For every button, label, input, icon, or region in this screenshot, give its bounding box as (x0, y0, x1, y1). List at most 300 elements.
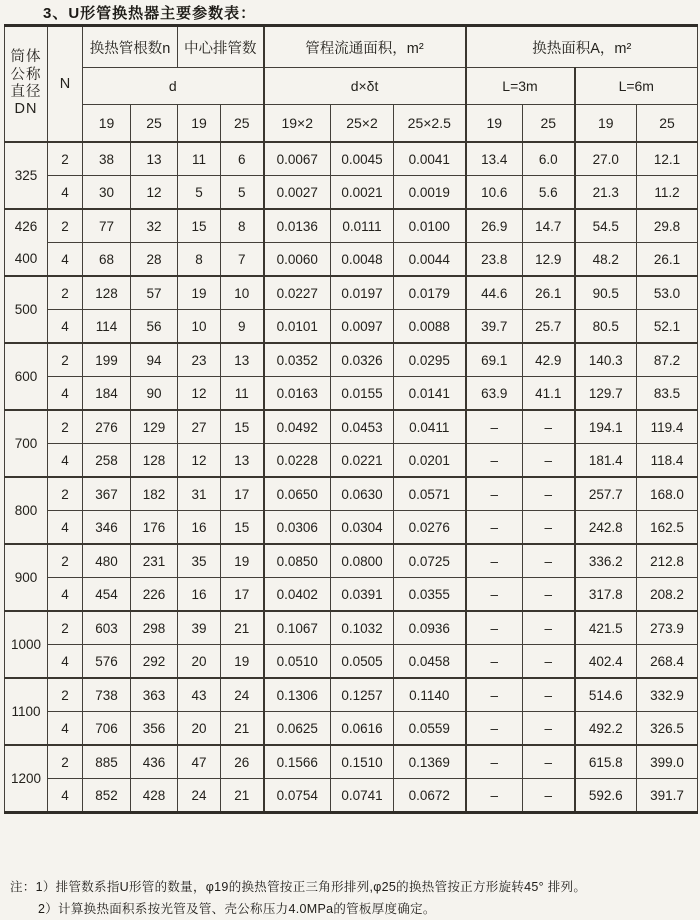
data-cell: 12 (131, 176, 178, 210)
data-cell: – (466, 578, 523, 612)
data-cell: 592.6 (575, 779, 637, 813)
n-cell: 2 (48, 745, 83, 779)
data-cell: 5 (178, 176, 221, 210)
data-cell: 0.0571 (394, 477, 466, 511)
data-cell: 0.0221 (331, 444, 394, 478)
size-col-header: 25 (221, 105, 264, 143)
dn-value: 1100 (11, 704, 41, 719)
data-cell: 17 (221, 578, 264, 612)
data-cell: 0.1032 (331, 611, 394, 645)
data-cell: 162.5 (637, 511, 698, 545)
dn-value: 800 (14, 503, 38, 518)
n-cell: 4 (48, 645, 83, 679)
data-cell: 273.9 (637, 611, 698, 645)
data-cell: 0.0304 (331, 511, 394, 545)
data-cell: 421.5 (575, 611, 637, 645)
dn-value: 426 (14, 218, 38, 234)
data-cell: 576 (83, 645, 131, 679)
data-cell: 0.0850 (264, 544, 331, 578)
data-cell: 367 (83, 477, 131, 511)
data-cell: 12.9 (523, 243, 575, 277)
table-row (5, 276, 698, 310)
header-n: N (48, 26, 83, 143)
table-row (5, 645, 698, 679)
data-cell: 9 (221, 310, 264, 344)
data-cell: 0.0630 (331, 477, 394, 511)
table-row (5, 343, 698, 377)
data-cell: 27.0 (575, 142, 637, 176)
table-row (5, 444, 698, 478)
table-row (5, 310, 698, 344)
data-cell: 226 (131, 578, 178, 612)
data-cell: 90 (131, 377, 178, 411)
data-cell: 63.9 (466, 377, 523, 411)
data-cell: – (466, 779, 523, 813)
n-cell: 4 (48, 310, 83, 344)
dn-value: 400 (14, 251, 38, 267)
size-col-header: 25 (637, 105, 698, 143)
data-cell: 90.5 (575, 276, 637, 310)
n-cell: 4 (48, 511, 83, 545)
data-cell: 0.0411 (394, 410, 466, 444)
header-center-rows: 中心排管数 (178, 26, 264, 68)
data-cell: 20 (178, 712, 221, 746)
dn-cell (5, 745, 48, 813)
size-col-header: 19 (83, 105, 131, 143)
data-cell: 184 (83, 377, 131, 411)
data-cell: 53.0 (637, 276, 698, 310)
dn-cell (5, 544, 48, 611)
data-cell: 39 (178, 611, 221, 645)
data-cell: 128 (83, 276, 131, 310)
data-cell: – (466, 444, 523, 478)
data-cell: 6.0 (523, 142, 575, 176)
data-cell: 603 (83, 611, 131, 645)
data-cell: 0.0100 (394, 209, 466, 243)
dn-value: 600 (14, 369, 38, 384)
data-cell: 0.0227 (264, 276, 331, 310)
data-cell: 41.1 (523, 377, 575, 411)
data-cell: 454 (83, 578, 131, 612)
data-cell: 8 (221, 209, 264, 243)
data-cell: 29.8 (637, 209, 698, 243)
data-cell: 21 (221, 712, 264, 746)
data-cell: 480 (83, 544, 131, 578)
data-cell: 13 (221, 343, 264, 377)
size-col-header: 25×2.5 (394, 105, 466, 143)
table-row (5, 176, 698, 210)
data-cell: 885 (83, 745, 131, 779)
data-cell: 176 (131, 511, 178, 545)
data-cell: – (466, 511, 523, 545)
data-cell: 0.0019 (394, 176, 466, 210)
data-cell: 43 (178, 678, 221, 712)
data-cell: 26.1 (637, 243, 698, 277)
n-cell: 2 (48, 142, 83, 176)
data-cell: 0.0101 (264, 310, 331, 344)
data-cell: 21 (221, 779, 264, 813)
data-cell: 48.2 (575, 243, 637, 277)
data-cell: 399.0 (637, 745, 698, 779)
data-cell: 83.5 (637, 377, 698, 411)
header-dn-line: 筒体 (10, 49, 42, 66)
footnotes (10, 876, 695, 920)
dn-value: 500 (14, 302, 38, 317)
dn-cell (5, 209, 48, 276)
dn-cell (5, 611, 48, 678)
data-cell: 0.1140 (394, 678, 466, 712)
n-cell: 4 (48, 578, 83, 612)
data-cell: 0.0453 (331, 410, 394, 444)
data-cell: 24 (221, 678, 264, 712)
data-cell: 129.7 (575, 377, 637, 411)
header-dn-line: DN (14, 101, 38, 118)
data-cell: 38 (83, 142, 131, 176)
data-cell: 69.1 (466, 343, 523, 377)
data-cell: 0.0295 (394, 343, 466, 377)
data-cell: 56 (131, 310, 178, 344)
data-cell: 0.0141 (394, 377, 466, 411)
data-cell: 119.4 (637, 410, 698, 444)
table-row (5, 712, 698, 746)
data-cell: 129 (131, 410, 178, 444)
data-cell: 194.1 (575, 410, 637, 444)
data-cell: 16 (178, 511, 221, 545)
data-cell: 54.5 (575, 209, 637, 243)
data-cell: 10.6 (466, 176, 523, 210)
data-cell: 94 (131, 343, 178, 377)
data-cell: 0.0326 (331, 343, 394, 377)
data-cell: – (523, 477, 575, 511)
data-cell: 12 (178, 377, 221, 411)
data-cell: 199 (83, 343, 131, 377)
data-cell: 11.2 (637, 176, 698, 210)
data-cell: 0.0391 (331, 578, 394, 612)
dn-value: 900 (14, 570, 38, 585)
data-cell: 87.2 (637, 343, 698, 377)
data-cell: 16 (178, 578, 221, 612)
data-cell: 0.0088 (394, 310, 466, 344)
data-cell: 0.0402 (264, 578, 331, 612)
data-cell: 15 (221, 511, 264, 545)
page-title: 3、U形管换热器主要参数表： (43, 5, 257, 22)
data-cell: 738 (83, 678, 131, 712)
size-col-header: 25×2 (331, 105, 394, 143)
dn-value: 325 (14, 168, 38, 183)
data-cell: 44.6 (466, 276, 523, 310)
data-cell: 47 (178, 745, 221, 779)
data-cell: 242.8 (575, 511, 637, 545)
n-cell: 2 (48, 343, 83, 377)
n-cell: 2 (48, 276, 83, 310)
data-cell: 32 (131, 209, 178, 243)
dn-cell (5, 343, 48, 410)
data-cell: 168.0 (637, 477, 698, 511)
data-cell: 615.8 (575, 745, 637, 779)
data-cell: – (523, 511, 575, 545)
table-row (5, 544, 698, 578)
data-cell: 852 (83, 779, 131, 813)
data-cell: 24 (178, 779, 221, 813)
data-cell: 0.0044 (394, 243, 466, 277)
data-cell: 25.7 (523, 310, 575, 344)
data-cell: 10 (178, 310, 221, 344)
header-heat-area: 换热面积A，m² (466, 26, 698, 68)
data-cell: 77 (83, 209, 131, 243)
data-cell: 7 (221, 243, 264, 277)
data-cell: 268.4 (637, 645, 698, 679)
size-col-header: 19 (178, 105, 221, 143)
data-cell: 10 (221, 276, 264, 310)
data-cell: 118.4 (637, 444, 698, 478)
dn-cell (5, 410, 48, 477)
n-cell: 4 (48, 712, 83, 746)
header-dn-line: 直径 (10, 84, 42, 100)
data-cell: 0.1510 (331, 745, 394, 779)
data-cell: 356 (131, 712, 178, 746)
data-cell: 57 (131, 276, 178, 310)
size-col-header: 19×2 (264, 105, 331, 143)
data-cell: 19 (221, 544, 264, 578)
data-cell: 0.1257 (331, 678, 394, 712)
data-cell: 346 (83, 511, 131, 545)
data-cell: 0.1306 (264, 678, 331, 712)
n-cell: 4 (48, 243, 83, 277)
data-cell: 436 (131, 745, 178, 779)
data-cell: 0.0672 (394, 779, 466, 813)
data-cell: 514.6 (575, 678, 637, 712)
data-cell: 0.0027 (264, 176, 331, 210)
data-cell: 39.7 (466, 310, 523, 344)
data-cell: 11 (178, 142, 221, 176)
data-cell: 0.0725 (394, 544, 466, 578)
data-cell: – (466, 645, 523, 679)
data-cell: 21.3 (575, 176, 637, 210)
data-cell: 326.5 (637, 712, 698, 746)
data-cell: 402.4 (575, 645, 637, 679)
data-cell: – (523, 444, 575, 478)
size-col-header: 19 (466, 105, 523, 143)
data-cell: 0.1566 (264, 745, 331, 779)
n-cell: 2 (48, 611, 83, 645)
data-cell: – (466, 745, 523, 779)
data-cell: 12 (178, 444, 221, 478)
data-cell: 0.0097 (331, 310, 394, 344)
data-cell: – (466, 712, 523, 746)
dn-cell (5, 142, 48, 209)
subheader-l3m: L=3m (466, 68, 575, 105)
data-cell: 6 (221, 142, 264, 176)
data-cell: 0.0163 (264, 377, 331, 411)
n-cell: 2 (48, 410, 83, 444)
data-cell: 15 (221, 410, 264, 444)
data-cell: 26.1 (523, 276, 575, 310)
table-row (5, 477, 698, 511)
data-cell: 27 (178, 410, 221, 444)
dn-value: 1000 (10, 637, 42, 652)
data-cell: 0.0741 (331, 779, 394, 813)
data-cell: 0.0505 (331, 645, 394, 679)
data-cell: 182 (131, 477, 178, 511)
data-cell: 0.0021 (331, 176, 394, 210)
data-cell: – (466, 477, 523, 511)
table-row (5, 678, 698, 712)
data-cell: 11 (221, 377, 264, 411)
n-cell: 2 (48, 544, 83, 578)
header-tube-count: 换热管根数n (83, 26, 178, 68)
data-cell: – (466, 410, 523, 444)
header-dn (5, 26, 48, 143)
data-cell: 13.4 (466, 142, 523, 176)
data-cell: 23 (178, 343, 221, 377)
data-cell: 231 (131, 544, 178, 578)
data-cell: 13 (221, 444, 264, 478)
data-cell: 5 (221, 176, 264, 210)
data-cell: 391.7 (637, 779, 698, 813)
n-cell: 4 (48, 176, 83, 210)
data-cell: 52.1 (637, 310, 698, 344)
data-cell: 0.1369 (394, 745, 466, 779)
data-cell: 332.9 (637, 678, 698, 712)
data-cell: 0.0179 (394, 276, 466, 310)
data-cell: 114 (83, 310, 131, 344)
data-cell: 0.0201 (394, 444, 466, 478)
data-cell: 15 (178, 209, 221, 243)
data-cell: 0.0754 (264, 779, 331, 813)
table-row (5, 611, 698, 645)
n-cell: 2 (48, 678, 83, 712)
data-cell: 0.0306 (264, 511, 331, 545)
parameters-table (4, 24, 698, 814)
data-cell: 0.0136 (264, 209, 331, 243)
table-body (5, 142, 698, 813)
data-cell: 5.6 (523, 176, 575, 210)
note-2: 2）计算换热面积系按光管及管、壳公称压力4.0MPa的管板厚度确定。 (38, 902, 436, 916)
data-cell: 0.0458 (394, 645, 466, 679)
subheader-dxdt: d×δt (264, 68, 466, 105)
data-cell: 428 (131, 779, 178, 813)
data-cell: 212.8 (637, 544, 698, 578)
n-cell: 4 (48, 444, 83, 478)
dn-value: 700 (14, 436, 38, 451)
data-cell: 23.8 (466, 243, 523, 277)
data-cell: – (523, 712, 575, 746)
dn-cell (5, 477, 48, 544)
n-cell: 2 (48, 477, 83, 511)
subheader-d: d (83, 68, 264, 105)
table-row (5, 779, 698, 813)
data-cell: 706 (83, 712, 131, 746)
data-cell: 336.2 (575, 544, 637, 578)
data-cell: – (466, 544, 523, 578)
data-cell: 26.9 (466, 209, 523, 243)
data-cell: 0.0067 (264, 142, 331, 176)
data-cell: 298 (131, 611, 178, 645)
data-cell: 0.0197 (331, 276, 394, 310)
n-cell: 4 (48, 377, 83, 411)
data-cell: 80.5 (575, 310, 637, 344)
data-cell: 0.0155 (331, 377, 394, 411)
data-cell: – (523, 578, 575, 612)
data-cell: 42.9 (523, 343, 575, 377)
data-cell: 20 (178, 645, 221, 679)
data-cell: 12.1 (637, 142, 698, 176)
header-flow-area: 管程流通面积，m² (264, 26, 466, 68)
data-cell: 276 (83, 410, 131, 444)
data-cell: 363 (131, 678, 178, 712)
data-cell: 0.0616 (331, 712, 394, 746)
data-cell: 30 (83, 176, 131, 210)
data-cell: 17 (221, 477, 264, 511)
data-cell: 0.0352 (264, 343, 331, 377)
table-row (5, 142, 698, 176)
data-cell: 0.0492 (264, 410, 331, 444)
data-cell: 0.0559 (394, 712, 466, 746)
data-cell: 140.3 (575, 343, 637, 377)
data-cell: 0.0228 (264, 444, 331, 478)
data-cell: – (523, 678, 575, 712)
data-cell: 21 (221, 611, 264, 645)
dn-cell (5, 678, 48, 745)
n-cell: 2 (48, 209, 83, 243)
table-row (5, 511, 698, 545)
size-col-header: 19 (575, 105, 637, 143)
data-cell: 68 (83, 243, 131, 277)
data-cell: 28 (131, 243, 178, 277)
data-cell: – (523, 611, 575, 645)
data-cell: 0.0355 (394, 578, 466, 612)
data-cell: 31 (178, 477, 221, 511)
data-cell: 19 (221, 645, 264, 679)
data-cell: 0.0111 (331, 209, 394, 243)
data-cell: 292 (131, 645, 178, 679)
data-cell: 181.4 (575, 444, 637, 478)
data-cell: 19 (178, 276, 221, 310)
data-cell: – (466, 611, 523, 645)
table-row (5, 745, 698, 779)
table-row (5, 410, 698, 444)
note-1: 注：1）排管数系指U形管的数量，φ19的换热管按正三角形排列,φ25的换热管按正方形旋转45° 排列。 (10, 880, 587, 894)
n-cell: 4 (48, 779, 83, 813)
data-cell: 0.0800 (331, 544, 394, 578)
data-cell: 0.0936 (394, 611, 466, 645)
data-cell: – (523, 745, 575, 779)
size-col-header: 25 (523, 105, 575, 143)
data-cell: 8 (178, 243, 221, 277)
data-cell: 317.8 (575, 578, 637, 612)
data-cell: 492.2 (575, 712, 637, 746)
data-cell: – (523, 645, 575, 679)
header-dn-line: 公称 (10, 66, 42, 83)
data-cell: 0.0041 (394, 142, 466, 176)
table-row (5, 209, 698, 243)
data-cell: 257.7 (575, 477, 637, 511)
table-row (5, 243, 698, 277)
data-cell: 0.0276 (394, 511, 466, 545)
data-cell: 14.7 (523, 209, 575, 243)
data-cell: 0.1067 (264, 611, 331, 645)
data-cell: – (523, 779, 575, 813)
table-row (5, 578, 698, 612)
subheader-l6m: L=6m (575, 68, 698, 105)
data-cell: 0.0045 (331, 142, 394, 176)
data-cell: 0.0650 (264, 477, 331, 511)
data-cell: 35 (178, 544, 221, 578)
data-cell: 0.0060 (264, 243, 331, 277)
data-cell: – (523, 410, 575, 444)
data-cell: 258 (83, 444, 131, 478)
size-col-header: 25 (131, 105, 178, 143)
